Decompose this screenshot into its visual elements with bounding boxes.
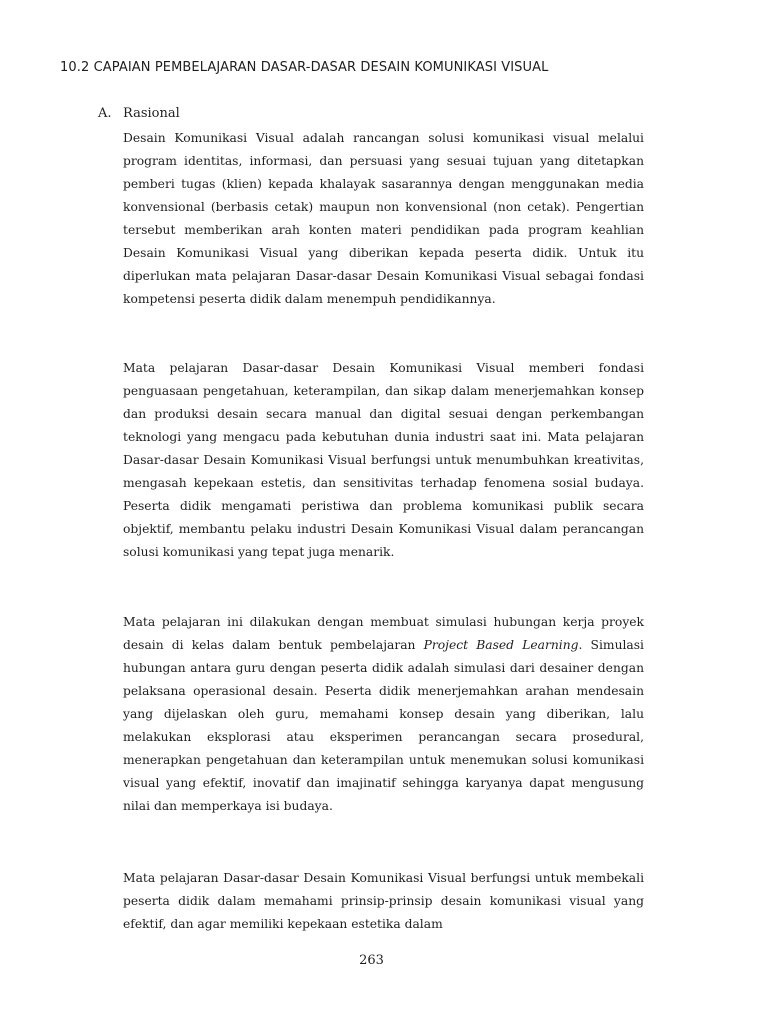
paragraph-3-text-end: . Simulasi hubungan antara guru dengan peserta didik adalah simulasi dari desainer dengan pelaksana operasional desain. Peserta didik menerjemahkan arahan mendesain yang dijelaskan oleh guru, memahami konsep desain yang diberikan, lalu melakukan eksplorasi atau eksperimen perancangan secara prosedural, menerapkan pengetahuan dan keterampilan untuk menemukan solusi komunikasi visual yang efektif, inovatif dan imajinatif sehingga karyanya dapat mengusung nilai dan memperkaya isi budaya. [123,638,644,813]
paragraph-4: Mata pelajaran Dasar-dasar Desain Komunikasi Visual berfungsi untuk membekali peserta didik dalam memahami prinsip-prinsip desain komunikasi visual yang efektif, dan agar memiliki kepekaan estetika dalam [123,871,644,931]
page-number: 263 [359,953,384,968]
subsection-marker: A. [98,106,112,121]
paragraph-1: Desain Komunikasi Visual adalah rancangan solusi komunikasi visual melalui program identitas, informasi, dan persuasi yang sesuai tujuan yang ditetapkan pemberi tugas (klien) kepada khalayak sasarannya dengan menggunakan media konvensional (berbasis cetak) maupun non konvensional (non cetak). Pengertian tersebut memberikan arah konten materi pendidikan pada program keahlian Desain Komunikasi Visual yang diberikan kepada peserta didik. Untuk itu diperlukan mata pelajaran Dasar-dasar Desain Komunikasi Visual sebagai fondasi kompetensi peserta didik dalam menempuh pendidikannya. [123,131,644,306]
paragraph-3 [123,611,644,818]
subsection-title: Rasional [123,106,180,121]
paragraph-3-text-start: Mata pelajaran ini dilakukan dengan membuat simulasi hubungan kerja proyek desain di kelas dalam bentuk pembelajaran [123,615,644,652]
paragraph-2: Mata pelajaran Dasar-dasar Desain Komunikasi Visual memberi fondasi penguasaan pengetahuan, keterampilan, dan sikap dalam menerjemahkan konsep dan produksi desain secara manual dan digital sesuai dengan perkembangan teknologi yang mengacu pada kebutuhan dunia industri saat ini. Mata pelajaran Dasar-dasar Desain Komunikasi Visual berfungsi untuk menumbuhkan kreativitas, mengasah kepekaan estetis, dan sensitivitas terhadap fenomena sosial budaya. Peserta didik mengamati peristiwa dan problema komunikasi publik secara objektif, membantu pelaku industri Desain Komunikasi Visual dalam perancangan solusi komunikasi yang tepat juga menarik. [123,361,644,559]
section-heading: 10.2 CAPAIAN PEMBELAJARAN DASAR-DASAR DESAIN KOMUNIKASI VISUAL [60,60,549,75]
paragraph-3-italic-term: Project Based Learning [423,638,579,652]
